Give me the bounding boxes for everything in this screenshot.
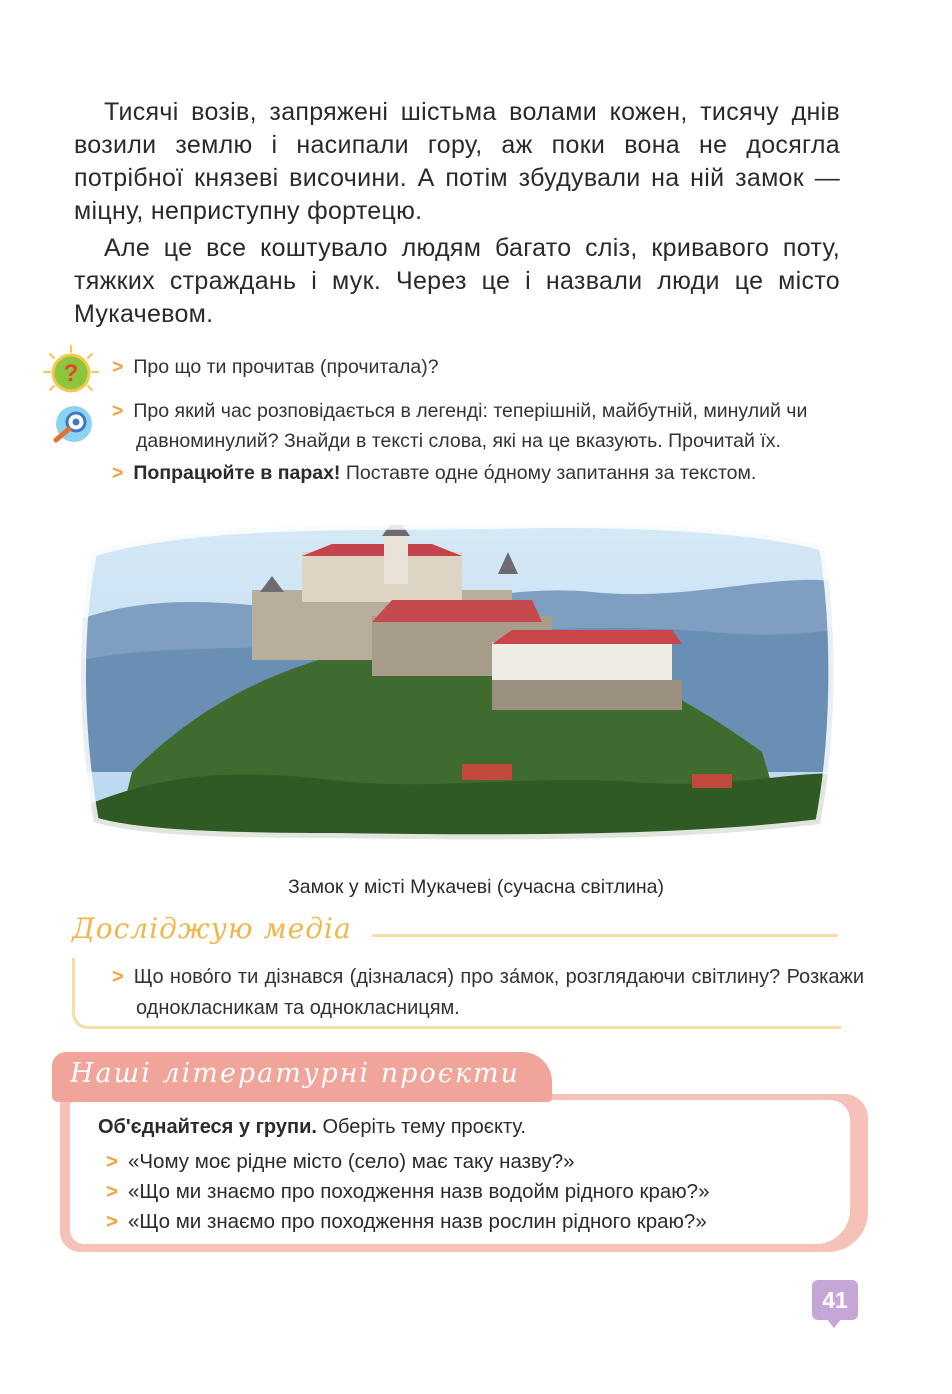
svg-text:?: ? <box>63 360 79 387</box>
project-topic-text: «Що ми знаємо про походження назв водойм рідного краю?» <box>127 1180 710 1203</box>
arrow-icon: > <box>112 966 124 988</box>
project-topic-text: «Чому моє рідне місто (село) має таку назву?» <box>127 1150 575 1173</box>
story-text <box>74 96 840 335</box>
projects-title: Наші літературні проєкти <box>70 1058 520 1089</box>
project-topic-3 <box>106 1210 707 1234</box>
page-number-tail <box>826 1318 842 1328</box>
story-paragraph-2: Але це все коштувало людям багато сліз, кривавого поту, тяжких страждань і мук. Через це і назвали люди це місто Мукачевом. <box>74 234 840 328</box>
arrow-icon: > <box>106 1210 118 1233</box>
media-section-title: Досліджую медіа <box>72 912 352 945</box>
question-3 <box>112 458 842 488</box>
arrow-icon: > <box>106 1180 118 1203</box>
question-2 <box>112 396 866 456</box>
question-mark-sun-icon <box>40 344 102 400</box>
projects-lead-bold: Об'єднайтеся у групи. <box>98 1116 317 1138</box>
media-question-text: Що ново́го ти дізнався (дізналася) про за́мок, розглядаючи світлину? Розкажи однокласникам та однокласницям. <box>133 966 864 1019</box>
project-topic-text: «Що ми знаємо про походження назв рослин рідного краю?» <box>127 1210 707 1233</box>
arrow-icon: > <box>112 356 124 378</box>
question-3-text: Поставте одне о́дному запитання за текстом. <box>340 462 757 484</box>
story-paragraph-1: Тисячі возів, запряжені шістьма волами кожен, тисячу днів возили землю і насипали гору, аж поки вона не досягла потрібної князеві височини. А потім збудували на ній замок — міцну, неприступну фортецю. <box>74 98 840 225</box>
page-number: 41 <box>812 1280 858 1320</box>
project-topic-2 <box>106 1180 709 1204</box>
question-3-bold: Попрацюйте в парах! <box>133 462 341 484</box>
magnifier-eye-icon <box>46 402 100 448</box>
question-1 <box>112 352 842 382</box>
arrow-icon: > <box>106 1150 118 1173</box>
projects-lead <box>98 1116 526 1139</box>
media-question <box>112 962 864 1024</box>
project-topic-1 <box>106 1150 575 1174</box>
photo-caption: Замок у місті Мукачеві (сучасна світлина) <box>288 876 664 898</box>
question-2-text: Про який час розповідається в легенді: теперішній, майбутній, минулий чи давноминулий? Знайди в тексті слова, які на це вказують. Прочитай їх. <box>133 400 808 452</box>
projects-lead-text: Оберіть тему проєкту. <box>316 1116 526 1138</box>
castle-photo <box>72 512 842 852</box>
arrow-icon: > <box>112 462 124 484</box>
question-1-text: Про що ти прочитав (прочитала)? <box>133 356 439 378</box>
arrow-icon: > <box>112 400 124 422</box>
media-title-underline <box>372 934 838 937</box>
